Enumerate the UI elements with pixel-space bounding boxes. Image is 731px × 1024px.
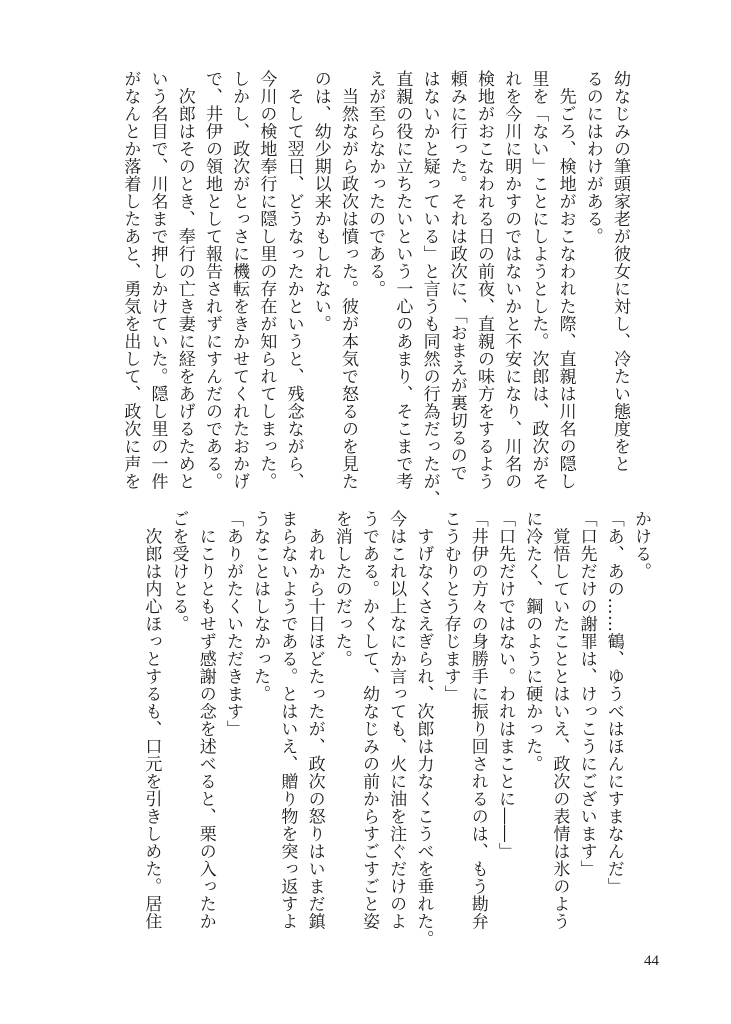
text-line: 覚悟していたこととはいえ、政次の表情は氷のよう <box>549 510 570 930</box>
text-line: るのにはわけがある。 <box>582 70 603 245</box>
text-line: れを今川に明かすのではないかと不安になり、川名の <box>501 70 522 490</box>
text-line: 次郎は内心ほっとするも、口元を引きしめた。居住 <box>141 510 162 930</box>
text-line: まらないようである。とはいえ、贈り物を突っ返すよ <box>277 510 298 930</box>
text-line: 里を「ない」ことにしようとした。次郎は、政次がそ <box>528 70 549 490</box>
text-line: かける。 <box>631 510 651 580</box>
text-line: そして翌日、どうなったかというと、残念ながら、 <box>283 70 304 490</box>
page-number: 44 <box>644 953 659 969</box>
text-line: しかし、政次がとっさに機転をきかせてくれたおかげ <box>229 70 250 490</box>
text-line: 「井伊の方々の身勝手に振り回されるのは、もう勘弁 <box>467 510 488 930</box>
text-line: 「口先だけの謝罪は、けっこうにございます」 <box>576 510 597 878</box>
text-line: いう名目で、川名まで押しかけていた。隠し里の一件 <box>147 70 168 490</box>
text-line: 検地がおこなわれる日の前夜、直親の味方をするよう <box>473 70 494 490</box>
text-line: 直親の役に立ちたいという一心のあまり、そこまで考 <box>392 70 413 490</box>
text-line: 今川の検地奉行に隠し里の存在が知られてしまった。 <box>256 70 277 490</box>
text-line: 「あ、あの……鶴、ゆうべはほんにすまなんだ」 <box>603 510 624 895</box>
text-line: 頼みに行った。それは政次に、「おまえが裏切るので <box>446 70 467 482</box>
text-line: 先ごろ、検地がおこなわれた際、直親は川名の隠し <box>555 70 576 490</box>
text-line: 幼なじみの筆頭家老が彼女に対し、冷たい態度をと <box>610 70 630 473</box>
text-block-bottom <box>137 510 654 948</box>
text-line: うなことはしなかった。 <box>250 510 271 703</box>
text-line: すげなくさえぎられ、次郎は力なくこうべを垂れた。 <box>413 510 434 948</box>
text-line: うである。かくして、幼なじみの前からすごすごと姿 <box>358 510 379 930</box>
text-line: はないかと疑っている」と言うも同然の行為だったが、 <box>419 70 440 508</box>
text-block-top <box>116 70 633 508</box>
text-line: 「ありがたくいただきます」 <box>222 510 243 738</box>
text-line: あれから十日ほどたったが、政次の怒りはいまだ鎮 <box>304 510 325 930</box>
text-line: で、井伊の領地として報告されずにすんだのである。 <box>201 70 222 490</box>
text-line: 今はこれ以上なにか言っても、火に油を注ぐだけのよ <box>386 510 407 930</box>
text-line: ごを受けとる。 <box>168 510 189 633</box>
text-line: こうむりとう存じます」 <box>440 510 461 703</box>
text-line: がなんとか落着したあと、勇気を出して、政次に声を <box>120 70 141 490</box>
text-line: のは、幼少期以来かもしれない。 <box>310 70 331 333</box>
text-line: 当然ながら政次は憤った。彼が本気で怒るのを見た <box>337 70 358 490</box>
text-line: 「口先だけではない。われはまことに――」 <box>494 510 515 860</box>
text-line: 次郎はそのとき、奉行の亡き妻に経をあげるためと <box>174 70 195 490</box>
text-line: を消したのだった。 <box>331 510 352 668</box>
text-line: に冷たく、鋼のように硬かった。 <box>522 510 543 773</box>
text-line: にこりともせず感謝の念を述べると、栗の入ったか <box>195 510 216 930</box>
text-line: えが至らなかったのである。 <box>365 70 386 298</box>
